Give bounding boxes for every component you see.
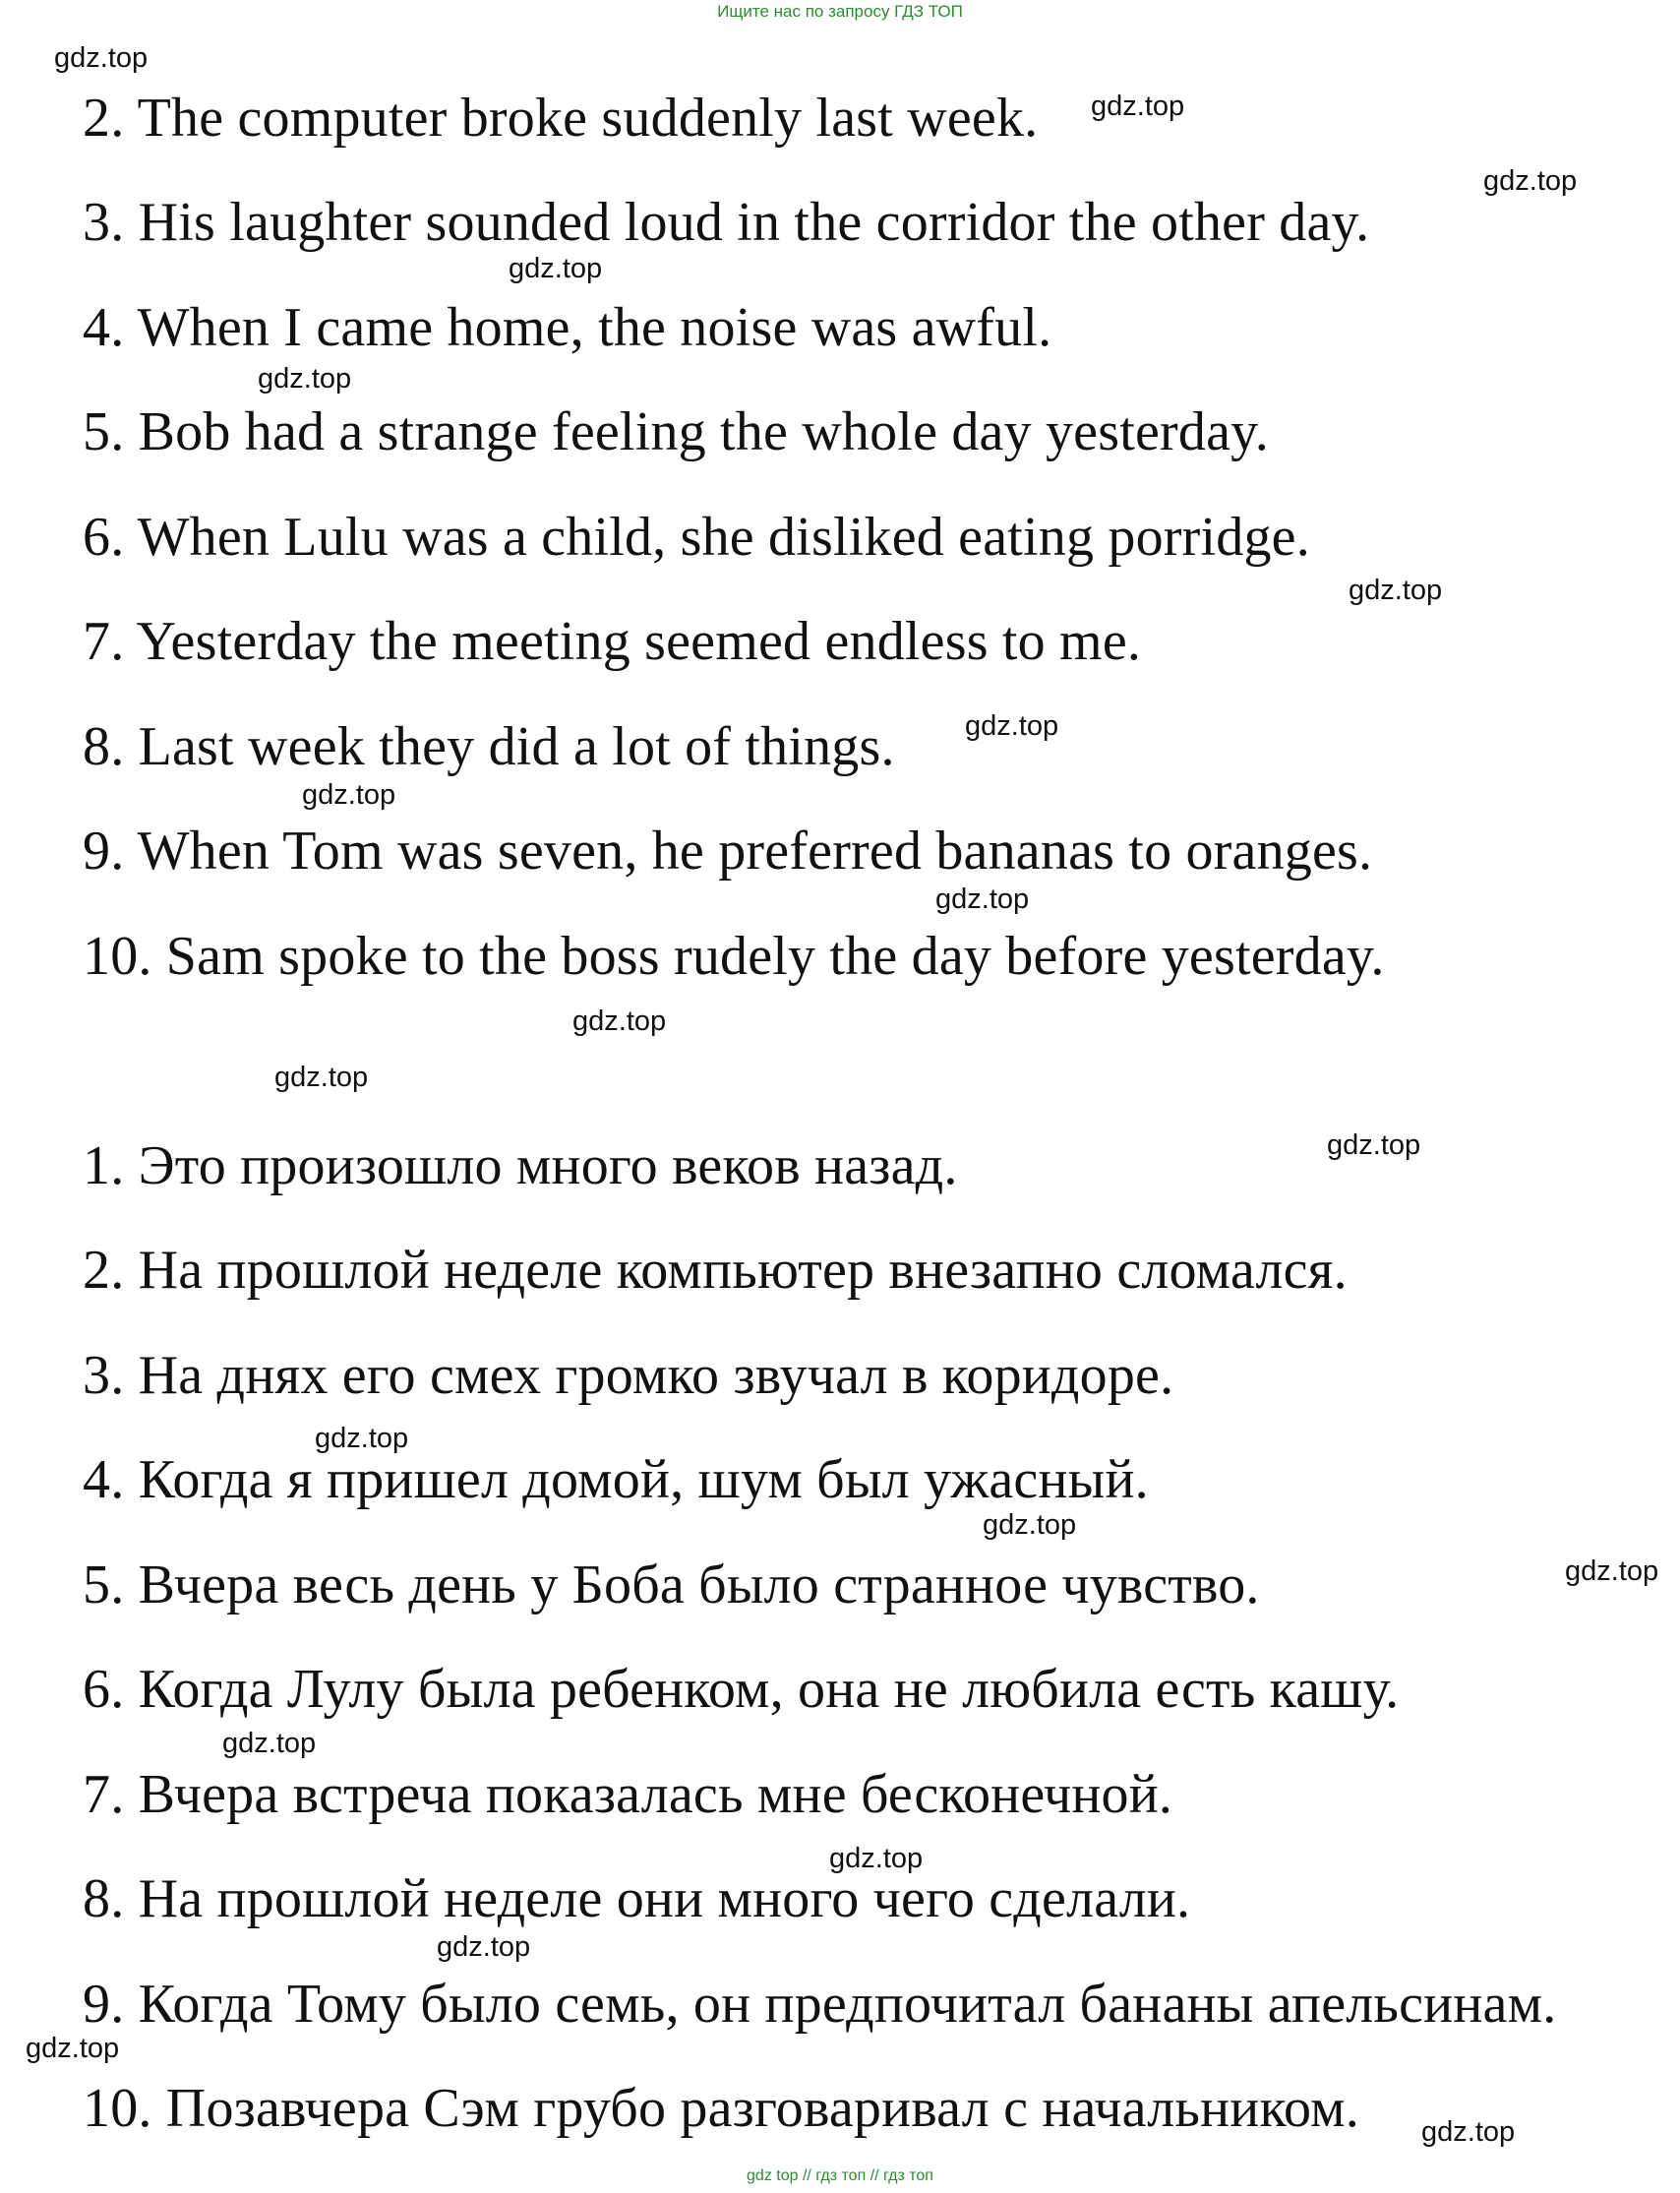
watermark: gdz.top (509, 253, 603, 284)
english-sentence-10: 10. Sam spoke to the boss rudely the day before yesterday. (83, 926, 1385, 987)
russian-sentence-3: 3. На днях его смех громко звучал в коридоре. (83, 1345, 1174, 1406)
footer-links[interactable]: gdz top // гдз топ // гдз топ (747, 2167, 933, 2184)
watermark: gdz.top (1565, 1555, 1659, 1587)
russian-sentence-7: 7. Вчера встреча показалась мне бесконечной. (83, 1764, 1173, 1825)
watermark: gdz.top (965, 710, 1059, 742)
russian-sentence-9: 9. Когда Тому было семь, он предпочитал бананы апельсинам. (83, 1974, 1557, 2035)
english-sentence-2: 2. The computer broke suddenly last week. (83, 88, 1039, 149)
watermark: gdz.top (1483, 165, 1578, 197)
watermark: gdz.top (54, 42, 149, 74)
russian-sentence-8: 8. На прошлой неделе они много чего сделали. (83, 1868, 1191, 1929)
russian-sentence-10: 10. Позавчера Сэм грубо разговаривал с начальником. (83, 2078, 1359, 2139)
watermark: gdz.top (26, 2033, 120, 2064)
russian-sentence-4: 4. Когда я пришел домой, шум был ужасный. (83, 1449, 1149, 1510)
watermark: gdz.top (1327, 1129, 1421, 1161)
watermark: gdz.top (1421, 2116, 1516, 2148)
watermark: gdz.top (935, 883, 1030, 915)
english-sentence-8: 8. Last week they did a lot of things. (83, 716, 895, 777)
watermark: gdz.top (829, 1843, 924, 1874)
english-sentence-6: 6. When Lulu was a child, she disliked eating porridge. (83, 507, 1310, 568)
watermark: gdz.top (1349, 575, 1443, 606)
english-sentence-3: 3. His laughter sounded loud in the corridor the other day. (83, 192, 1370, 253)
english-sentence-4: 4. When I came home, the noise was awful. (83, 297, 1052, 358)
watermark: gdz.top (315, 1423, 409, 1454)
watermark: gdz.top (437, 1931, 531, 1963)
english-sentence-5: 5. Bob had a strange feeling the whole day yesterday. (83, 401, 1269, 462)
watermark: gdz.top (983, 1509, 1077, 1541)
watermark: gdz.top (572, 1005, 667, 1037)
watermark: gdz.top (302, 779, 396, 811)
english-sentence-7: 7. Yesterday the meeting seemed endless to me. (83, 611, 1142, 672)
top-banner[interactable]: Ищите нас по запросу ГДЗ ТОП (717, 2, 963, 21)
russian-sentence-5: 5. Вчера весь день у Боба было странное чувство. (83, 1554, 1260, 1615)
watermark: gdz.top (258, 363, 352, 395)
watermark: gdz.top (222, 1728, 317, 1759)
watermark: gdz.top (1091, 91, 1185, 122)
english-sentence-9: 9. When Tom was seven, he preferred bananas to oranges. (83, 821, 1373, 882)
russian-sentence-1: 1. Это произошло много веков назад. (83, 1135, 958, 1196)
russian-sentence-6: 6. Когда Лулу была ребенком, она не любила есть кашу. (83, 1659, 1400, 1720)
watermark: gdz.top (274, 1062, 369, 1093)
russian-sentence-2: 2. На прошлой неделе компьютер внезапно сломался. (83, 1240, 1348, 1301)
